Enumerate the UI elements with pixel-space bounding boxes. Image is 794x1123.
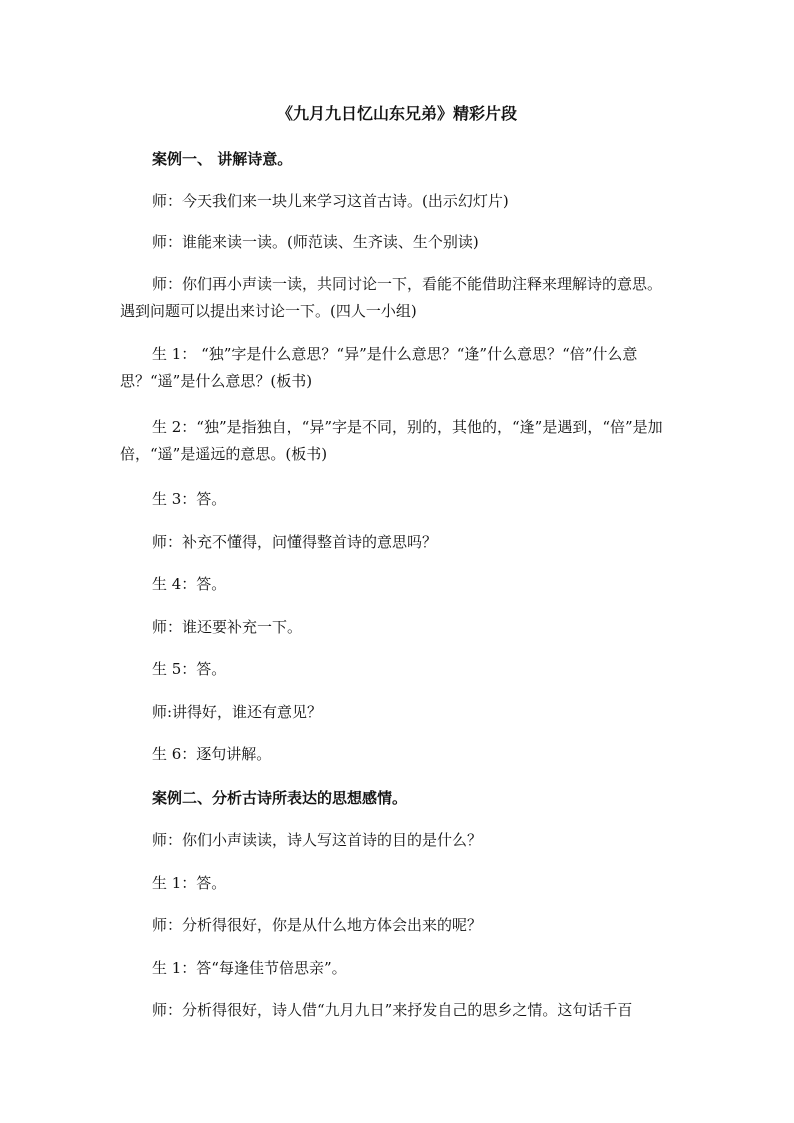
paragraph: 师：今天我们来一块儿来学习这首古诗。(出示幻灯片) [152,192,509,210]
document-title: 《九月九日忆山东兄弟》精彩片段 [276,104,517,123]
paragraph: 师：谁能来读一读。(师范读、生齐读、生个别读) [152,233,479,251]
paragraph: 生 1：答“每逢佳节倍思亲”。 [152,959,347,977]
paragraph: 师：谁还要补充一下。 [152,618,303,636]
paragraph: 师：分析得很好，诗人借“九月九日”来抒发自己的思乡之情。这句话千百 [152,1001,633,1019]
paragraph: 师：你们小声读读，诗人写这首诗的目的是什么？ [152,831,483,849]
paragraph: 生 6：逐句讲解。 [152,745,272,763]
paragraph: 师：你们再小声读一读，共同讨论一下，看能不能借助注释来理解诗的意思。遇到问题可以提出来讨论一下。(四人一小组) [120,275,663,320]
paragraph: 生 3：答。 [152,490,227,508]
section-heading-case-1: 案例一、 讲解诗意。 [152,150,293,168]
paragraph: 生 5：答。 [152,660,227,678]
paragraph: 生 2：“独”是指独自，“异”字是不同，别的，其他的，“逢”是遇到，“倍”是加倍，“遥”是遥远的意思。(板书) [120,418,663,463]
paragraph: 师：补充不懂得，问懂得整首诗的意思吗？ [152,533,438,551]
paragraph: 生 1：答。 [152,874,227,892]
paragraph: 师：分析得很好，你是从什么地方体会出来的呢？ [152,916,483,934]
paragraph: 生 4：答。 [152,575,227,593]
paragraph: 生 1： “独”字是什么意思？“异”是什么意思？“逢”什么意思？“倍”什么意思？“遥”是什么意思？(板书) [120,345,638,390]
section-heading-case-2: 案例二、分析古诗所表达的思想感情。 [152,789,408,807]
paragraph: 师:讲得好，谁还有意见？ [152,703,323,721]
